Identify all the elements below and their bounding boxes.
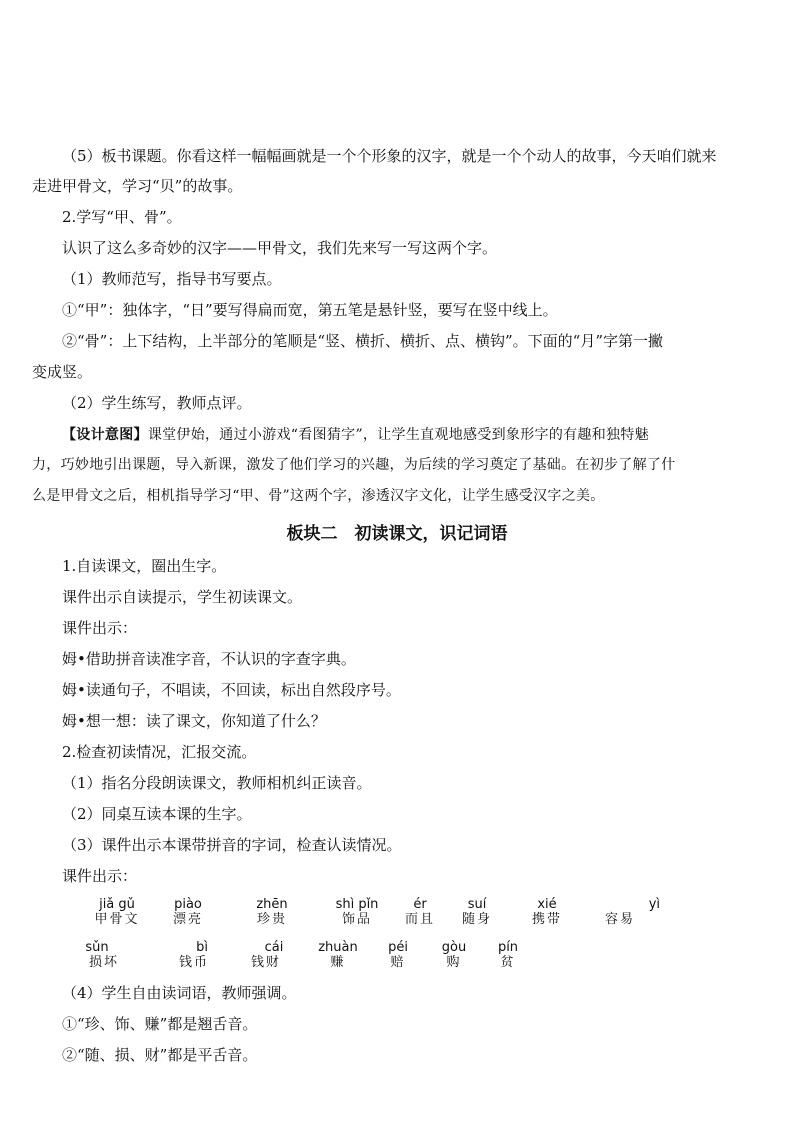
vocab-word: 容易 bbox=[604, 912, 635, 927]
vocab-pinyin: zhuàn bbox=[318, 940, 358, 955]
paragraph-line: ①“甲”：独体字，“日”要写得扁而宽，第五笔是悬针竖，要写在竖中线上。 bbox=[62, 301, 558, 319]
vocab-word: 贫 bbox=[500, 955, 516, 970]
vocab-pinyin: zhēn bbox=[256, 897, 288, 912]
paragraph-line: ①“珍、饰、赚”都是翘舌音。 bbox=[62, 1015, 258, 1033]
vocab-word: 饰品 bbox=[341, 912, 372, 927]
paragraph-line: （1）指名分段朗读课文，教师相机纠正读音。 bbox=[62, 774, 372, 792]
paragraph-line: 姆•读通句子，不唱读，不回读，标出自然段序号。 bbox=[62, 681, 401, 699]
design-intent-line bbox=[62, 426, 649, 444]
vocab-word: 而且 bbox=[404, 912, 435, 927]
design-intent-line: 力，巧妙地引出课题，导入新课，激发了他们学习的兴趣，为后续的学习奠定了基础。在初步了解了什 bbox=[32, 457, 676, 473]
vocab-pinyin: sǔn bbox=[85, 940, 109, 955]
section-heading: 板块二 初读课文，识记词语 bbox=[286, 524, 508, 544]
vocab-word: 漂亮 bbox=[172, 912, 203, 927]
vocab-pinyin: xié bbox=[537, 897, 557, 912]
paragraph-line: 课件出示： bbox=[62, 867, 138, 885]
vocab-pinyin: jiǎ gǔ bbox=[99, 897, 135, 912]
vocab-pinyin: suí bbox=[467, 897, 487, 912]
vocab-word: 损坏 bbox=[88, 955, 119, 970]
paragraph-line: （4）学生自由读词语，教师强调。 bbox=[62, 984, 297, 1002]
paragraph-line: 认识了这么多奇妙的汉字——甲骨文，我们先来写一写这两个字。 bbox=[62, 239, 498, 257]
vocab-pinyin: cái bbox=[264, 940, 284, 955]
design-intent-label: 【设计意图】 bbox=[62, 427, 148, 443]
paragraph-line: 1.自读课文，圈出生字。 bbox=[62, 557, 227, 575]
design-intent-line: 么是甲骨文之后，相机指导学习“甲、骨”这两个字，渗透汉字文化，让学生感受汉字之美。 bbox=[32, 488, 605, 504]
paragraph-line: （3）课件出示本课带拼音的字词，检查认读情况。 bbox=[62, 836, 402, 854]
vocab-word: 赚 bbox=[330, 955, 346, 970]
vocab-pinyin: bì bbox=[196, 940, 208, 955]
vocab-word: 随身 bbox=[461, 912, 492, 927]
paragraph-line: 变成竖。 bbox=[32, 363, 93, 381]
vocab-word: 购 bbox=[446, 955, 462, 970]
paragraph-line: （2）学生练写，教师点评。 bbox=[62, 394, 252, 412]
vocab-word: 赔 bbox=[390, 955, 406, 970]
vocab-word: 甲骨文 bbox=[94, 912, 140, 927]
vocab-word: 钱币 bbox=[178, 955, 209, 970]
paragraph-line: 姆•想一想：读了课文，你知道了什么？ bbox=[62, 712, 326, 730]
vocab-word: 珍贵 bbox=[256, 912, 287, 927]
paragraph-line: 2.检查初读情况，汇报交流。 bbox=[62, 743, 257, 761]
vocab-pinyin: gòu bbox=[441, 940, 467, 955]
paragraph-line: 课件出示： bbox=[62, 619, 138, 637]
vocab-pinyin: ér bbox=[413, 897, 427, 912]
paragraph-line: ②“骨”：上下结构，上半部分的笔顺是“竖、横折、横折、点、横钩”。下面的“月”字第一撇 bbox=[62, 332, 664, 350]
paragraph-line: 走进甲骨文，学习“贝”的故事。 bbox=[32, 177, 243, 195]
paragraph-line: （5）板书课题。你看这样一幅幅画就是一个个形象的汉字，就是一个个动人的故事，今天咱们就来 bbox=[62, 147, 717, 165]
vocab-word: 钱财 bbox=[250, 955, 281, 970]
paragraph-line: （1）教师范写，指导书写要点。 bbox=[62, 270, 282, 288]
vocab-pinyin: shì pǐn bbox=[335, 897, 379, 912]
vocab-pinyin: yì bbox=[648, 897, 660, 912]
vocab-pinyin: piào bbox=[174, 897, 202, 912]
design-intent-text: 课堂伊始，通过小游戏“看图猜字”，让学生直观地感受到象形字的有趣和独特魅 bbox=[147, 427, 649, 443]
paragraph-line: （2）同桌互读本课的生字。 bbox=[62, 805, 252, 823]
vocab-pinyin: péi bbox=[388, 940, 408, 955]
paragraph-line: 课件出示自读提示，学生初读课文。 bbox=[62, 588, 303, 606]
paragraph-line: 姆•借助拼音读准字音，不认识的字查字典。 bbox=[62, 650, 356, 668]
vocab-pinyin: pín bbox=[497, 940, 519, 955]
paragraph-line: ②“随、损、财”都是平舌音。 bbox=[62, 1046, 258, 1064]
paragraph-line: 2.学写“甲、骨”。 bbox=[62, 208, 182, 226]
vocab-word: 携带 bbox=[531, 912, 562, 927]
